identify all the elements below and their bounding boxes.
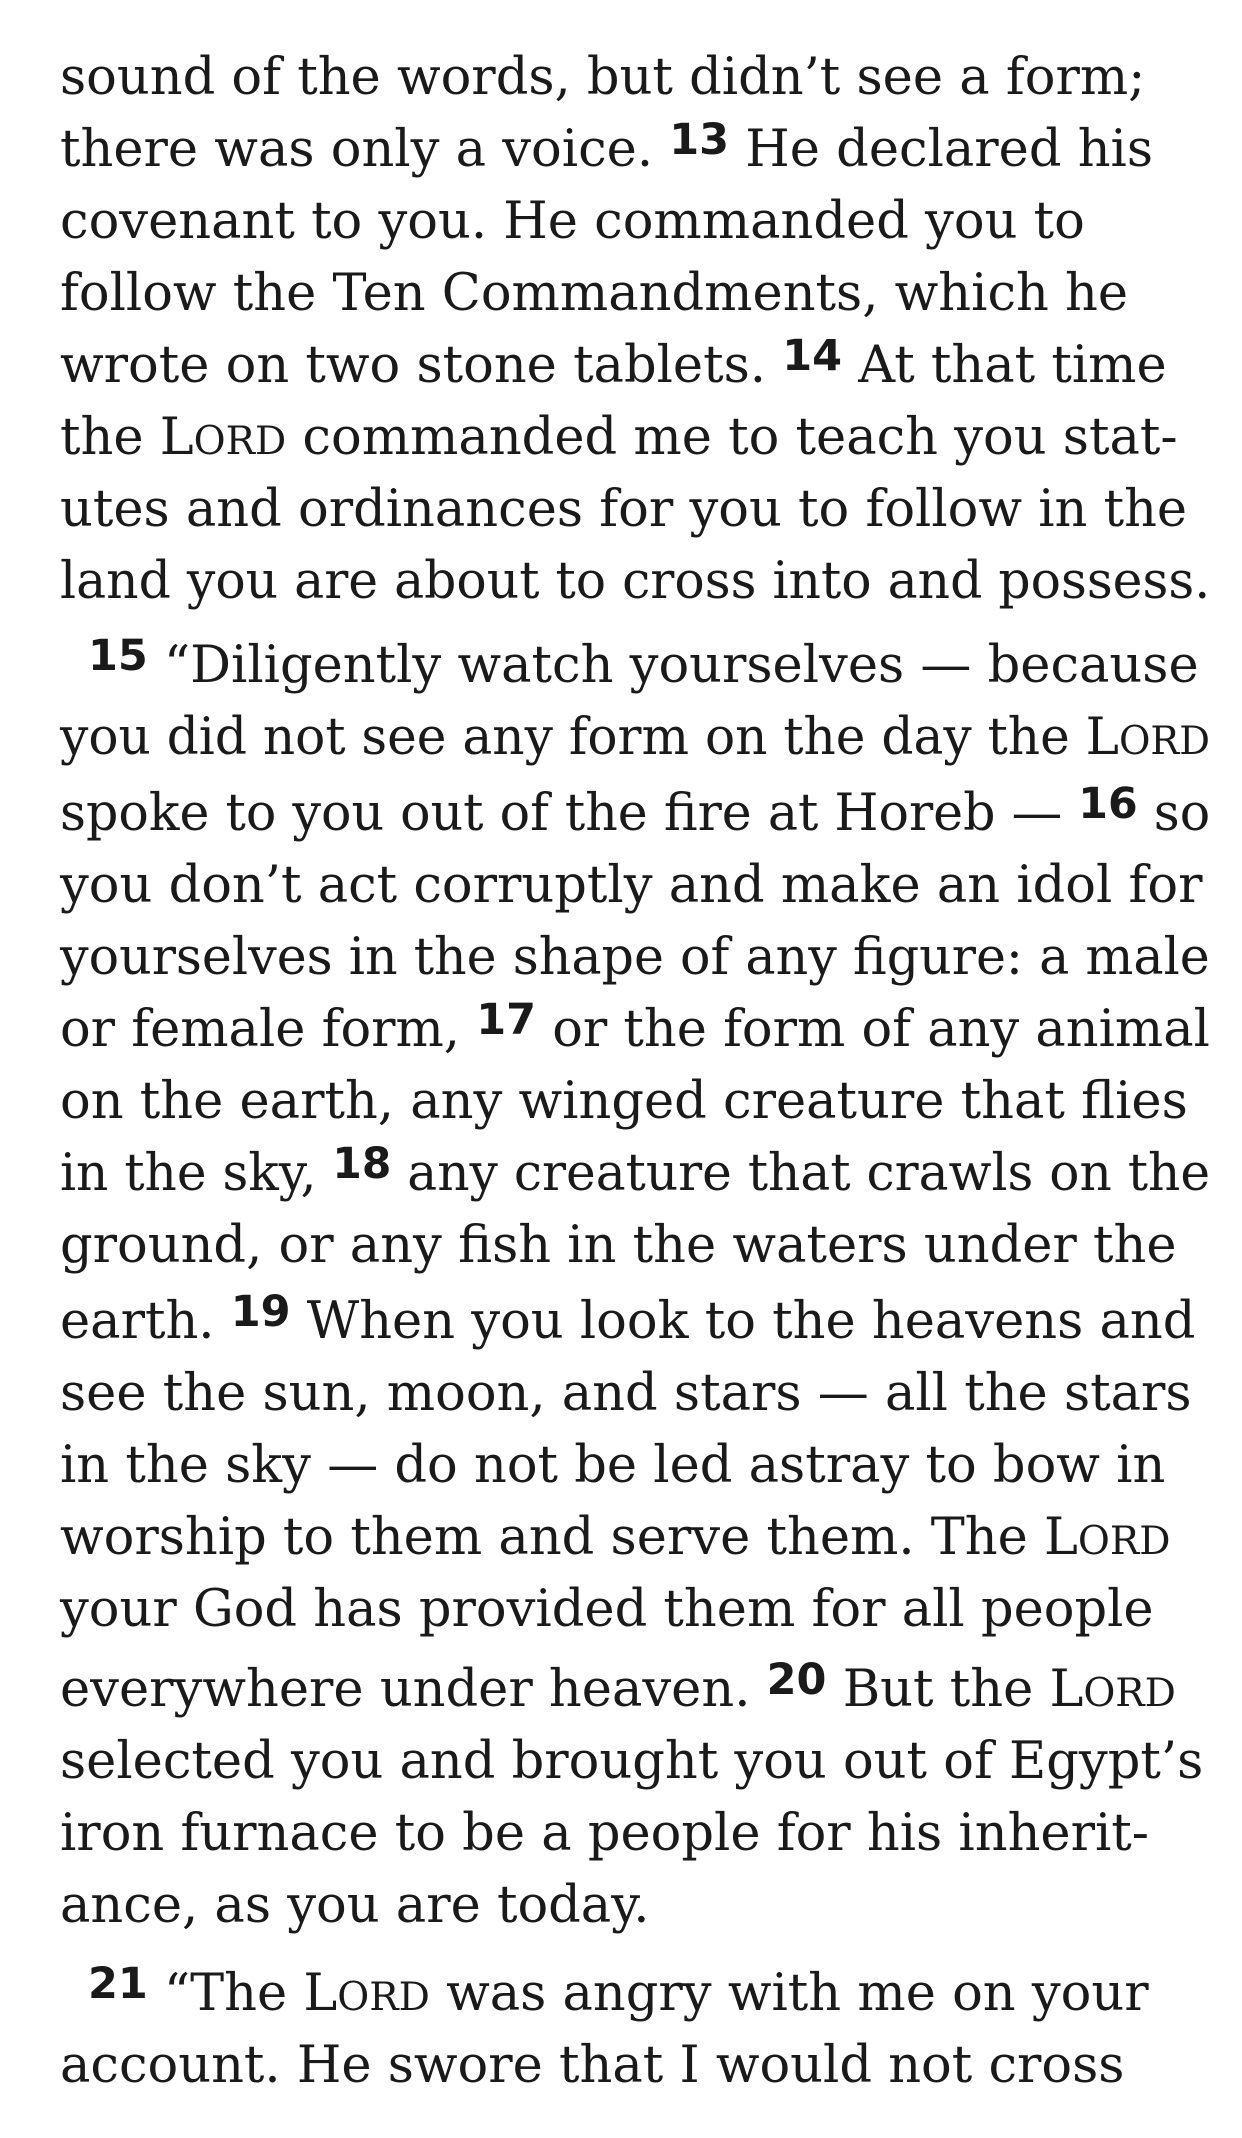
- verse-text: When you look to the heavens and: [290, 1292, 1196, 1351]
- verse-text: wrote on two stone tablets.: [60, 336, 783, 395]
- verse-text: selected you and brought you out of Egypt’s: [60, 1732, 1204, 1791]
- small-caps-text: ORD: [1118, 719, 1210, 764]
- verse-text: “Diligently watch yourselves — because: [147, 636, 1199, 695]
- verse-text: But the L: [826, 1660, 1084, 1719]
- text-line: [60, 48, 1146, 107]
- small-caps-text: ORD: [1083, 1671, 1176, 1716]
- small-caps-text: ORD: [337, 1975, 430, 2020]
- verse-text: you don’t act corruptly and make an idol for: [60, 856, 1203, 915]
- text-line: [60, 331, 1167, 395]
- text-line: [60, 1732, 1204, 1791]
- text-line: [60, 1655, 1176, 1719]
- text-line: [88, 1959, 1149, 2023]
- verse-text: in the sky,: [60, 1144, 333, 1203]
- text-line: [60, 1072, 1188, 1131]
- text-line: [60, 480, 1188, 539]
- verse-number: 15: [88, 631, 148, 681]
- verse-text: commanded me to teach you stat-: [286, 408, 1178, 467]
- verse-text: follow the Ten Commandments, which he: [60, 264, 1129, 323]
- verse-number: 20: [766, 1655, 827, 1705]
- text-line: [60, 1804, 1150, 1863]
- text-line: [60, 1364, 1192, 1423]
- verse-text: utes and ordinances for you to follow in the: [60, 480, 1188, 539]
- verse-number: 19: [230, 1287, 291, 1337]
- verse-text: any creature that crawls on the: [391, 1144, 1211, 1203]
- verse-text: earth.: [60, 1292, 231, 1351]
- text-line: [60, 115, 1154, 179]
- text-line: [60, 1139, 1211, 1203]
- small-caps-text: ORD: [193, 419, 287, 464]
- verse-text: account. He swore that I would not cross: [60, 2036, 1125, 2095]
- text-line: [88, 631, 1199, 695]
- verse-text: iron furnace to be a people for his inherit-: [60, 1804, 1150, 1863]
- text-line: [60, 264, 1129, 323]
- verse-number: 14: [782, 331, 843, 381]
- verse-text: you did not see any form on the day the L: [60, 708, 1119, 767]
- verse-text: see the sun, moon, and stars — all the stars: [60, 1364, 1192, 1423]
- verse-text: ance, as you are today.: [60, 1876, 650, 1935]
- verse-number: 18: [332, 1139, 392, 1189]
- verse-text: worship to them and serve them. The L: [60, 1508, 1078, 1567]
- text-line: [60, 708, 1210, 767]
- verse-text: ground, or any fish in the waters under the: [60, 1216, 1177, 1275]
- verse-text: At that time: [842, 336, 1167, 395]
- verse-text: there was only a voice.: [60, 120, 670, 179]
- verse-text: the L: [60, 408, 194, 467]
- text-line: [60, 408, 1178, 467]
- text-line: [60, 928, 1210, 987]
- text-line: [60, 856, 1203, 915]
- verse-text: yourselves in the shape of any figure: a male: [60, 928, 1210, 987]
- verse-text: or female form,: [60, 1000, 477, 1059]
- text-line: [60, 192, 1085, 251]
- verse-number: 17: [476, 995, 536, 1045]
- text-line: [60, 552, 1211, 611]
- verse-text: “The L: [147, 1964, 338, 2023]
- verse-text: covenant to you. He commanded you to: [60, 192, 1085, 251]
- verse-text: in the sky — do not be led astray to bow in: [60, 1436, 1166, 1495]
- text-line: [60, 1580, 1154, 1639]
- verse-text: was angry with me on your: [429, 1964, 1149, 2023]
- verse-text: He declared his: [729, 120, 1154, 179]
- verse-number: 13: [669, 115, 730, 165]
- verse-text: your God has provided them for all people: [60, 1580, 1154, 1639]
- verse-text: so: [1137, 784, 1211, 843]
- verse-text: spoke to you out of the fire at Horeb —: [60, 784, 1079, 843]
- text-line: [60, 1876, 650, 1935]
- text-line: [60, 1436, 1166, 1495]
- verse-text: land you are about to cross into and possess.: [60, 552, 1211, 611]
- text-line: [60, 779, 1211, 843]
- verse-text: everywhere under heaven.: [60, 1660, 767, 1719]
- verse-text: sound of the words, but didn’t see a form;: [60, 48, 1146, 107]
- text-line: [60, 2036, 1125, 2095]
- verse-number: 16: [1078, 779, 1138, 829]
- text-line: [60, 1508, 1171, 1567]
- small-caps-text: ORD: [1077, 1519, 1171, 1564]
- verse-text: or the form of any animal: [535, 1000, 1210, 1059]
- text-line: [60, 1216, 1177, 1275]
- text-line: [60, 1287, 1196, 1351]
- verse-text: on the earth, any winged creature that flies: [60, 1072, 1188, 1131]
- text-line: [60, 995, 1210, 1059]
- verse-number: 21: [88, 1959, 148, 2009]
